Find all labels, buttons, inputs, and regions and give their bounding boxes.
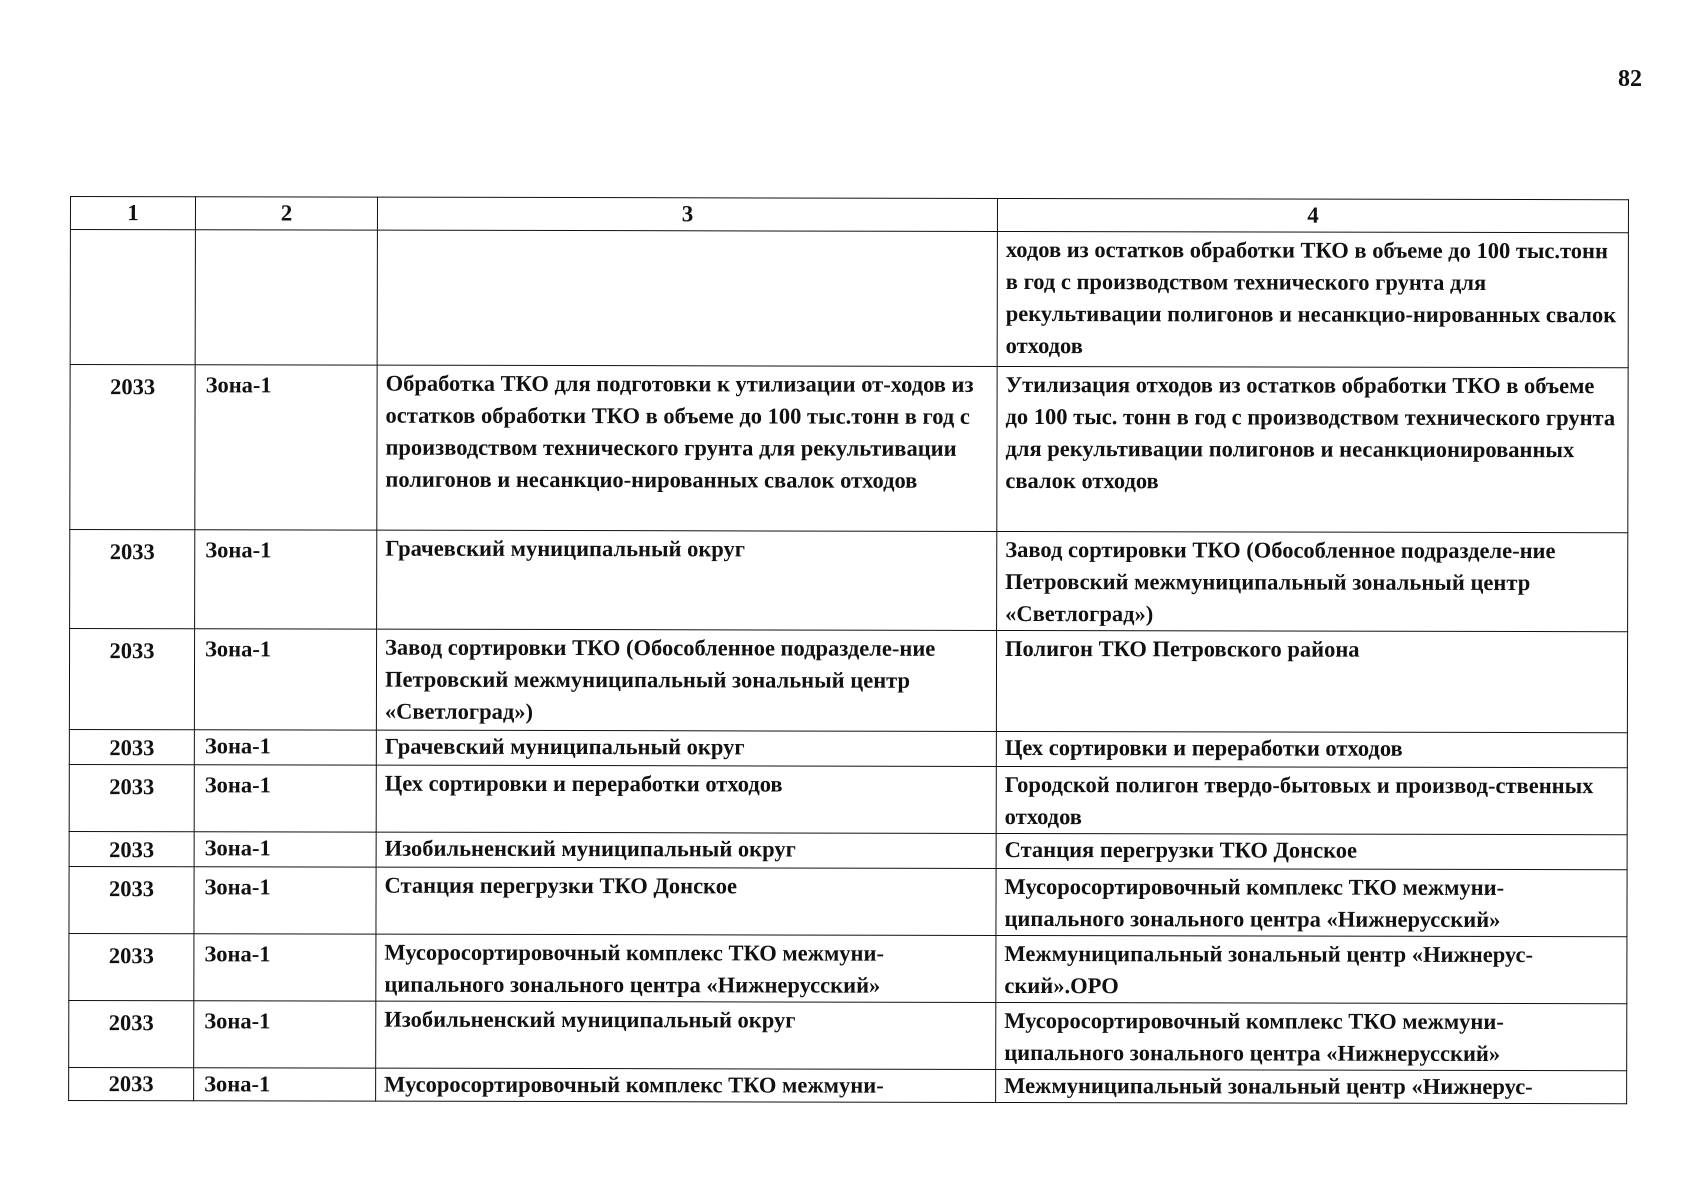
table-row <box>69 933 1627 1003</box>
page-number: 82 <box>1618 66 1642 92</box>
table-row <box>69 729 1627 767</box>
source-cell: Мусоросортировочный комплекс ТКО межмуни- <box>376 1068 996 1102</box>
source-cell: Мусоросортировочный комплекс ТКО межмуни-ципального зонального центра «Нижнерусский» <box>376 934 996 1002</box>
zone-cell: Зона-1 <box>194 832 376 867</box>
year-cell: 2033 <box>70 365 195 530</box>
year-cell: 2033 <box>69 1000 194 1067</box>
zone-cell: Зона-1 <box>194 1001 376 1068</box>
destination-cell: Цех сортировки и переработки отходов <box>996 731 1627 767</box>
destination-cell: Утилизация отходов из остатков обработки ТКО в объеме до 100 тыс. тонн в год с производством технического грунта для рекультивации полигонов и несанкционированных свалок отходов <box>997 366 1628 532</box>
header-col-1: 1 <box>70 197 195 230</box>
table-row <box>69 629 1627 733</box>
header-row <box>70 197 1628 233</box>
table-header <box>70 197 1628 233</box>
destination-cell: Мусоросортировочный комплекс ТКО межмуни-ципального зонального центра «Нижнерусский» <box>996 1002 1627 1070</box>
source-cell: Завод сортировки ТКО (Обособленное подразделе-ние Петровский межмуниципальный зональный центр «Светлоград») <box>376 629 996 731</box>
source-cell: Грачевский муниципальный округ <box>377 530 997 630</box>
source-cell: Изобильненский муниципальный округ <box>376 1001 996 1069</box>
source-cell: Цех сортировки и переработки отходов <box>376 765 996 833</box>
table-row <box>69 1067 1627 1103</box>
table-body <box>69 230 1629 1104</box>
source-cell: Изобильненский муниципальный округ <box>376 832 996 868</box>
header-col-2: 2 <box>195 197 377 230</box>
table-row <box>69 831 1627 869</box>
table-row <box>69 1000 1627 1070</box>
year-cell <box>70 230 195 365</box>
zone-cell <box>195 230 377 365</box>
destination-cell: Завод сортировки ТКО (Обособленное подразделе-ние Петровский межмуниципальный зональный центр «Светлоград») <box>997 531 1628 631</box>
destination-cell: ходов из остатков обработки ТКО в объеме до 100 тыс.тонн в год с производством технического грунта для рекультивации полигонов и несанкцио-нированных свалок отходов <box>997 231 1628 367</box>
zone-cell: Зона-1 <box>194 934 376 1001</box>
year-cell: 2033 <box>69 866 194 933</box>
zone-cell: Зона-1 <box>194 867 376 934</box>
year-cell: 2033 <box>69 831 194 866</box>
year-cell: 2033 <box>70 530 195 629</box>
source-cell <box>377 230 997 366</box>
destination-cell: Межмуниципальный зональный центр «Нижнерус-ский».ОРО <box>996 935 1627 1003</box>
table-row <box>69 764 1627 834</box>
year-cell: 2033 <box>69 933 194 1000</box>
destination-cell: Мусоросортировочный комплекс ТКО межмуни-ципального зонального центра «Нижнерусский» <box>996 868 1627 936</box>
zone-cell: Зона-1 <box>195 365 377 530</box>
table-row <box>70 230 1628 368</box>
zone-cell: Зона-1 <box>194 730 376 765</box>
destination-cell: Станция перегрузки ТКО Донское <box>996 833 1627 869</box>
destination-cell: Межмуниципальный зональный центр «Нижнерус- <box>996 1069 1627 1103</box>
year-cell: 2033 <box>69 1067 194 1100</box>
table-row <box>69 866 1627 936</box>
header-col-3: 3 <box>377 197 997 231</box>
header-col-4: 4 <box>997 198 1628 232</box>
source-cell: Грачевский муниципальный округ <box>376 730 996 766</box>
year-cell: 2033 <box>69 729 194 764</box>
table-row <box>70 530 1628 632</box>
zone-cell: Зона-1 <box>194 1068 376 1101</box>
destination-cell: Городской полигон твердо-бытовых и производ-ственных отходов <box>996 766 1627 834</box>
waste-flow-table <box>68 196 1629 1104</box>
zone-cell: Зона-1 <box>195 530 377 629</box>
source-cell: Станция перегрузки ТКО Донское <box>376 867 996 935</box>
zone-cell: Зона-1 <box>194 765 376 832</box>
year-cell: 2033 <box>69 764 194 831</box>
source-cell: Обработка ТКО для подготовки к утилизации от-ходов из остатков обработки ТКО в объеме до 100 тыс.тонн в год с производством технического грунта для рекультивации полигонов и несанкцио-нированных свалок отходов <box>377 365 997 531</box>
zone-cell: Зона-1 <box>194 629 376 730</box>
year-cell: 2033 <box>69 629 194 730</box>
destination-cell: Полигон ТКО Петровского района <box>996 630 1627 732</box>
table-row <box>70 365 1628 533</box>
